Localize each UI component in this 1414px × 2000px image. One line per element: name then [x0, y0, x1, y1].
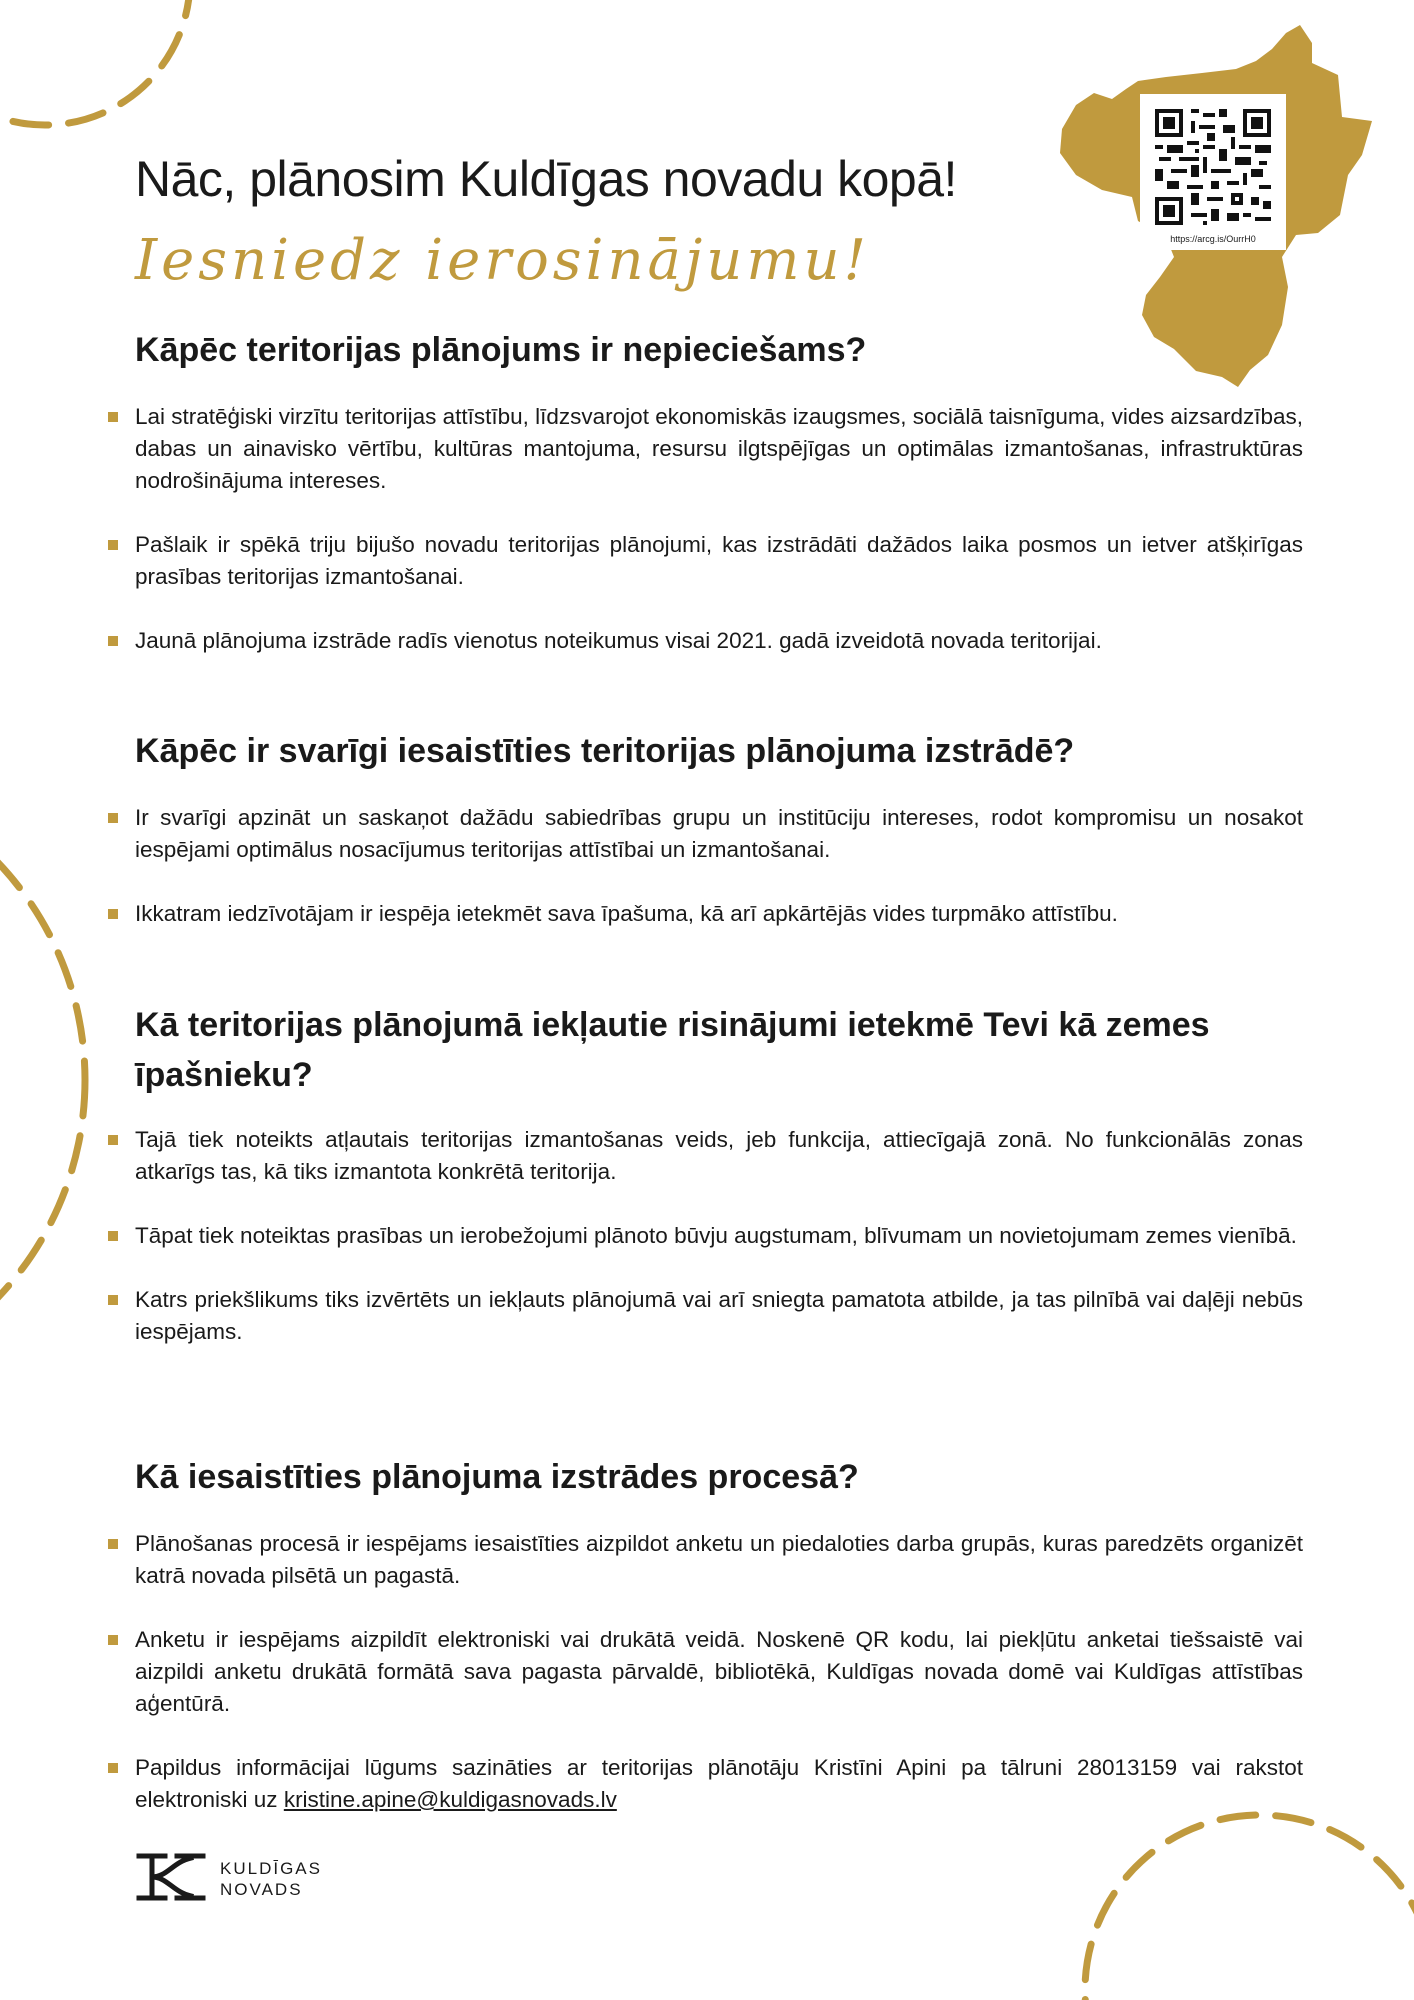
qr-code-box[interactable] — [1140, 94, 1286, 250]
list-item: Anketu ir iespējams aizpildīt elektroniski vai drukātā veidā. Noskenē QR kodu, lai piekļūtu anketai tiešsaistē vai aizpildi anketu drukātā formātā sava pagasta pārvaldē, bibliotēkā, Kuldīgas novada domē vai Kuldīgas attīstības aģentūrā. — [135, 1624, 1303, 1720]
bullet-square — [108, 1539, 118, 1549]
list-item: Tajā tiek noteikts atļautais teritorijas izmantošanas veids, jeb funkcija, attiecīgajā zonā. No funkcionālās zonas atkarīgs tas, kā tiks izmantota konkrētā teritorija. — [135, 1124, 1303, 1188]
bullet-square — [108, 1635, 118, 1645]
list-item: Ikkatram iedzīvotājam ir iespēja ietekmēt sava īpašuma, kā arī apkārtējās vides turpmāko attīstību. — [135, 898, 1303, 930]
section-heading: Kāpēc teritorijas plānojums ir nepieciešams? — [135, 331, 867, 369]
list-item: Lai stratēģiski virzītu teritorijas attīstību, līdzsvarojot ekonomiskās izaugsmes, sociālā taisnīguma, vides aizsardzības, dabas un ainavisko vērtību, kultūras mantojuma, resursu ilgtspējīgas un optimālas izmantošanas, infrastruktūras nodrošinājuma intereses. — [135, 401, 1303, 497]
bullet-square — [108, 1135, 118, 1145]
list-item: Jaunā plānojuma izstrāde radīs vienotus noteikumus visai 2021. gadā izveidotā novada teritorijai. — [135, 625, 1303, 657]
bullet-square — [108, 1295, 118, 1305]
section-heading: Kāpēc ir svarīgi iesaistīties teritorijas plānojuma izstrādē? — [135, 732, 1075, 770]
kuldigas-novads-logo — [135, 1852, 395, 1908]
logo-wordmark: KULDĪGAS NOVADS — [220, 1859, 322, 1899]
list-item: Pašlaik ir spēkā triju bijušo novadu teritorijas plānojumi, kas izstrādāti dažādos laika posmos un ietver atšķirīgas prasības teritorijas izmantošanai. — [135, 529, 1303, 593]
section-heading: Kā teritorijas plānojumā iekļautie risinājumi ietekmē Tevi kā zemes īpašnieku? — [135, 1006, 1210, 1094]
section-how-to-participate — [135, 1452, 1303, 1816]
section-why-participate — [135, 726, 1303, 930]
bullet-square — [108, 540, 118, 550]
section-heading: Kā iesaistīties plānojuma izstrādes procesā? — [135, 1458, 859, 1496]
top-left-dashed-arc — [0, 0, 190, 125]
email-link[interactable]: kristine.apine@kuldigasnovads.lv — [283, 1787, 617, 1812]
bullet-square — [108, 636, 118, 646]
list-item: Tāpat tiek noteiktas prasības un ierobežojumi plānoto būvju augstumam, blīvumam un novietojumam zemes vienībā. — [135, 1220, 1303, 1252]
bullet-square — [108, 412, 118, 422]
qr-url[interactable]: https://arcg.is/OurrH0 — [1170, 234, 1256, 244]
page-subtitle: Iesniedz ierosinājumu! — [135, 228, 871, 293]
bullet-square — [108, 909, 118, 919]
bottom-right-dashed-arc — [1085, 1815, 1414, 2000]
bullet-square — [108, 813, 118, 823]
left-dashed-arc — [0, 765, 85, 1395]
list-item: Ir svarīgi apzināt un saskaņot dažādu sabiedrības grupu un institūciju intereses, rodot kompromisu un nosakot iespējami optimālus nosacījumus teritorijas attīstībai un izmantošanai. — [135, 802, 1303, 866]
list-item: Katrs priekšlikums tiks izvērtēts un iekļauts plānojumā vai arī sniegta pamatota atbilde, ja tas pilnībā vai daļēji nebūs iespējams. — [135, 1284, 1303, 1348]
bullet-square — [108, 1763, 118, 1773]
page-title: Nāc, plānosim Kuldīgas novadu kopā! — [135, 151, 957, 207]
bullet-square — [108, 1231, 118, 1241]
list-item: Plānošanas procesā ir iespējams iesaistīties aizpildot anketu un piedaloties darba grupās, kuras paredzēts organizēt katrā novada pilsētā un pagastā. — [135, 1528, 1303, 1592]
section-landowner-impact — [135, 1000, 1303, 1348]
list-item-contact: Papildus informācijai lūgums sazināties ar teritorijas plānotāju Kristīni Apini pa tālruni 28013159 vai rakstot elektroniski uz kristine.apine@kuldigasnovads.lv — [135, 1752, 1303, 1816]
qr-code[interactable] — [1155, 109, 1271, 225]
section-why-planning — [135, 325, 1303, 657]
logo-mark-icon — [135, 1852, 207, 1902]
